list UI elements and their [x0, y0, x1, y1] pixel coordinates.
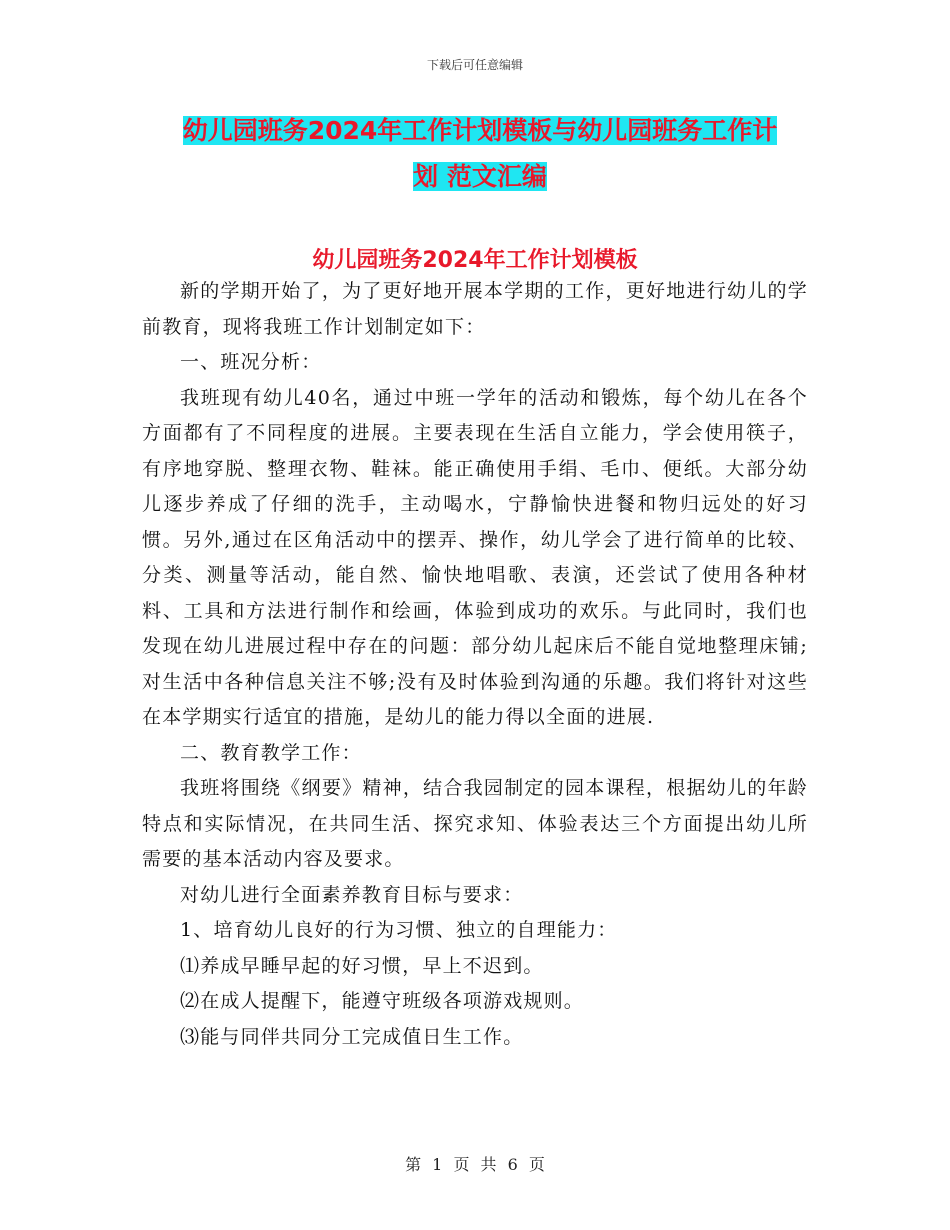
page-footer: 第 1 页 共 6 页 — [405, 1155, 545, 1174]
document-body — [142, 274, 808, 1055]
list-item-1: ⑴养成早睡早起的好习惯，早上不迟到。 — [180, 954, 544, 977]
paragraph-intro: 新的学期开始了，为了更好地开展本学期的工作，更好地进行幼儿的学前教育，现将我班工作计划制定如下： — [142, 280, 808, 338]
heading-teaching-work: 二、教育教学工作： — [180, 741, 362, 764]
section-title: 幼儿园班务2024年工作计划模板 — [312, 248, 638, 273]
list-heading-1: 1、培育幼儿良好的行为习惯、独立的自理能力： — [180, 919, 618, 941]
paragraph-goals: 对幼儿进行全面素养教育目标与要求： — [180, 883, 524, 906]
list-item-2: ⑵在成人提醒下，能遵守班级各项游戏规则。 — [180, 990, 585, 1012]
paragraph-teaching-work: 我班将围绕《纲要》精神，结合我园制定的园本课程，根据幼儿的年龄特点和实际情况，在共同生活、探究求知、体验表达三个方面提出幼儿所需要的基本活动内容及要求。 — [142, 777, 808, 870]
document-title-line-2: 划 范文汇编 — [413, 162, 547, 191]
paragraph-class-analysis: 我班现有幼儿40名，通过中班一学年的活动和锻炼，每个幼儿在各个方面都有了不同程度的进展。主要表现在生活自立能力，学会使用筷子，有序地穿脱、整理衣物、鞋袜。能正确使用手绢、毛巾、便纸。大部分幼儿逐步养成了仔细的洗手，主动喝水，宁静愉快进餐和物归远处的好习惯。另外,通过在区角活动中的摆弄、操作，幼儿学会了进行简单的比较、分类、测量等活动，能自然、愉快地唱歌、表演，还尝试了使用各种材料、工具和方法进行制作和绘画，体验到成功的欢乐。与此同时，我们也发现在幼儿进展过程中存在的问题：部分幼儿起床后不能自觉地整理床铺;对生活中各种信息关注不够;没有及时体验到沟通的乐趣。我们将针对这些在本学期实行适宜的措施，是幼儿的能力得以全面的进展. — [142, 386, 808, 728]
header-note: 下载后可任意编辑 — [426, 58, 523, 72]
heading-class-analysis: 一、班况分析： — [180, 351, 322, 373]
document-title-line-1: 幼儿园班务2024年工作计划模板与幼儿园班务工作计 — [182, 116, 778, 145]
list-item-3: ⑶能与同伴共同分工完成值日生工作。 — [180, 1025, 524, 1048]
document-title — [140, 108, 820, 200]
